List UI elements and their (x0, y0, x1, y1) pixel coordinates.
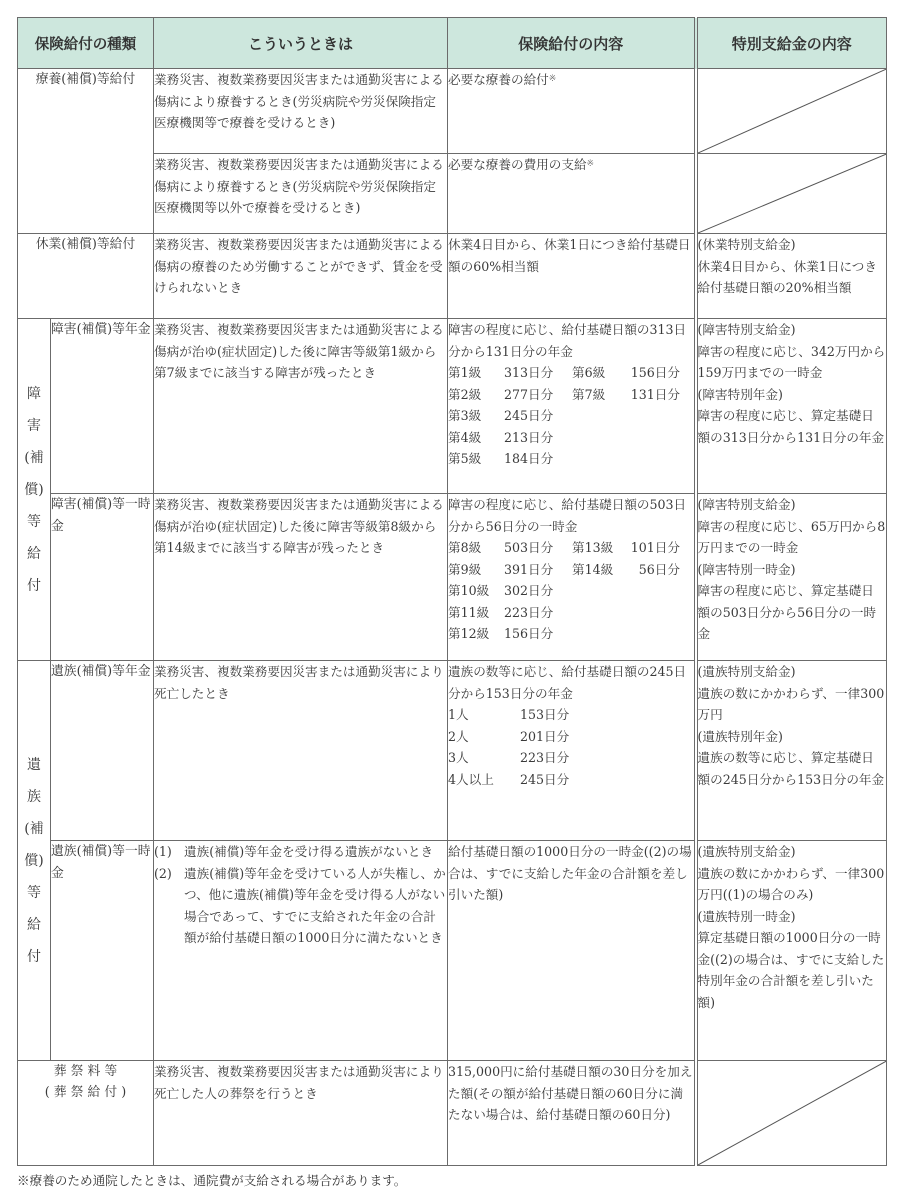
group-char: 害 (27, 417, 41, 434)
footnote: ※療養のため通院したときは、通院費が支給される場合があります。 (17, 1173, 407, 1188)
grade-days: 277日分 (504, 386, 554, 402)
special-text: 障害の程度に応じ、342万円から159万円までの一時金 (697, 343, 886, 380)
special-title: (遺族特別支給金) (697, 664, 796, 679)
special-text: 障害の程度に応じ、算定基礎日額の503日分から56日分の一時金 (697, 583, 877, 641)
grade-label: 第1級 (448, 365, 482, 380)
condition-izoku-nenkin: 業務災害、複数業務要因災害または通勤災害により死亡したとき (154, 661, 448, 841)
special-text: 遺族の数にかかわらず、一律300万円((1)の場合のみ) (697, 865, 885, 902)
condition-ryoyo-a: 業務災害、複数業務要因災害または通勤災害による傷病により療養するとき(労災病院や労災保険指定医療機関等で療養を受けるとき) (154, 69, 448, 154)
condition-item (154, 863, 447, 949)
subtype-izoku-ichijikin: 遺族(補償)等一時金 (51, 841, 154, 1061)
subtype-shogai-nenkin: 障害(補償)等年金 (51, 319, 154, 494)
condition-sosai: 業務災害、複数業務要因災害または通勤災害により死亡した人の葬祭を行うとき (154, 1061, 448, 1166)
group-char: 遺 (27, 756, 41, 773)
benefit-intro: 障害の程度に応じ、給付基礎日額の313日分から131日分の年金 (448, 322, 687, 359)
header-row (18, 18, 887, 69)
table-row-izoku-nenkin (18, 661, 887, 841)
asterisk-mark: ※ (586, 159, 595, 169)
condition-kyugyo: 業務災害、複数業務要因災害または通勤災害による傷病の療養のため労働することができず、賃金を受けられないとき (154, 234, 448, 319)
grade-line (448, 448, 694, 470)
special-title: (障害特別一時金) (697, 561, 796, 577)
group-char: (補 (24, 820, 44, 837)
diagonal-slash-icon (698, 1061, 887, 1165)
group-char: 給 (27, 916, 41, 933)
table-row-ryoyo-a (18, 69, 887, 154)
group-char: 付 (27, 577, 41, 594)
grade-label: 第13級 (572, 540, 614, 555)
person-line (448, 726, 694, 748)
group-char: 償) (24, 481, 44, 498)
special-text: 遺族の数等に応じ、算定基礎日額の245日分から153日分の年金 (697, 750, 885, 787)
benefits-table (17, 17, 887, 1166)
person-line (448, 769, 694, 791)
table-row-shogai-ichijikin (18, 494, 887, 661)
group-char: 等 (27, 513, 41, 530)
grade-days: 313日分 (504, 365, 554, 380)
special-izoku-ichijikin (696, 841, 887, 1061)
group-shogai (18, 319, 51, 661)
group-char: 等 (27, 884, 41, 901)
grade-label: 第10級 (448, 583, 490, 598)
group-char: 障 (27, 385, 41, 402)
grade-label: 第3級 (448, 408, 482, 423)
special-text: 障害の程度に応じ、65万円から8万円までの一時金 (697, 518, 886, 555)
item-number: (1) (154, 844, 172, 859)
person-days: 153日分 (520, 707, 570, 722)
grade-days: 391日分 (504, 561, 554, 577)
header-benefit: 保険給付の内容 (448, 18, 696, 69)
type-kyugyo: 休業(補償)等給付 (18, 234, 154, 319)
special-kyugyo (696, 234, 887, 319)
header-condition: こういうときは (154, 18, 448, 69)
special-title: (障害特別支給金) (697, 497, 796, 512)
person-days: 245日分 (520, 771, 570, 787)
type-sosai (18, 1061, 154, 1166)
person-line (448, 747, 694, 769)
grade-days: 503日分 (504, 540, 554, 555)
benefit-text: 必要な療養の費用の支給 (448, 157, 587, 172)
grade-line (448, 559, 694, 581)
person-count: 2人 (448, 728, 469, 744)
person-line (448, 704, 694, 726)
table-row-kyugyo (18, 234, 887, 319)
benefit-kyugyo: 休業4日目から、休業1日につき給付基礎日額の60%相当額 (448, 234, 696, 319)
grade-days: 213日分 (504, 429, 554, 445)
group-char: 族 (27, 788, 41, 805)
group-char: 償) (24, 852, 44, 869)
special-empty-ryoyo-b (696, 154, 887, 234)
benefit-sosai: 315,000円に給付基礎日額の30日分を加えた額(その額が給付基礎日額の60日分に満たない場合は、給付基礎日額の60日分) (448, 1061, 696, 1166)
special-text: 休業4日目から、休業1日につき給付基礎日額の20%相当額 (697, 258, 877, 295)
grade-line (448, 580, 694, 602)
special-izoku-nenkin (696, 661, 887, 841)
header-type: 保険給付の種類 (18, 18, 154, 69)
person-count: 3人 (448, 750, 469, 765)
grade-line (448, 362, 694, 384)
grade-label: 第9級 (448, 561, 482, 577)
special-text: 遺族の数にかかわらず、一律300万円 (697, 685, 885, 722)
benefit-ryoyo-a (448, 69, 696, 154)
grade-line (448, 405, 694, 427)
grade-line (448, 623, 694, 645)
subtype-shogai-ichijikin: 障害(補償)等一時金 (51, 494, 154, 661)
special-empty-sosai (696, 1061, 887, 1166)
grade-days: 156日分 (504, 626, 554, 641)
benefit-shogai-nenkin (448, 319, 696, 494)
grade-days: 156日分 (630, 365, 680, 380)
grade-label: 第7級 (572, 386, 606, 402)
table-row-sosai (18, 1061, 887, 1166)
person-days: 223日分 (520, 750, 570, 765)
special-text: 障害の程度に応じ、算定基礎日額の313日分から131日分の年金 (697, 408, 885, 445)
grade-days: 184日分 (504, 451, 554, 466)
special-title: (休業特別支給金) (697, 237, 796, 252)
diagonal-slash-icon (698, 154, 887, 233)
grade-label: 第11級 (448, 604, 490, 620)
type-ryoyo: 療養(補償)等給付 (18, 69, 154, 234)
group-char: 給 (27, 545, 41, 562)
person-count: 1人 (448, 707, 469, 722)
person-days: 201日分 (520, 728, 570, 744)
asterisk-mark: ※ (548, 74, 557, 84)
grade-label: 第12級 (448, 626, 490, 641)
benefit-izoku-ichijikin: 給付基礎日額の1000日分の一時金((2)の場合は、すでに支給した年金の合計額を差し引いた額) (448, 841, 696, 1061)
grade-days: 131日分 (630, 386, 680, 402)
grade-days: 56日分 (638, 561, 680, 577)
condition-item (154, 841, 447, 863)
special-title: (遺族特別年金) (697, 728, 783, 744)
grade-label: 第5級 (448, 451, 482, 466)
grade-line (448, 537, 694, 559)
special-shogai-nenkin (696, 319, 887, 494)
condition-ryoyo-b: 業務災害、複数業務要因災害または通勤災害による傷病により療養するとき(労災病院や労災保険指定医療機関等以外で療養を受けるとき) (154, 154, 448, 234)
grade-days: 101日分 (630, 540, 680, 555)
grade-days: 302日分 (504, 583, 554, 598)
special-title: (障害特別支給金) (697, 322, 796, 337)
grade-label: 第8級 (448, 540, 482, 555)
special-title: (遺族特別一時金) (697, 908, 796, 924)
special-empty-ryoyo-a (696, 69, 887, 154)
group-char: (補 (24, 449, 44, 466)
special-text: 算定基礎日額の1000日分の一時金((2)の場合は、すでに支給した特別年金の合計額を差し引いた額) (697, 930, 885, 1010)
grade-days: 223日分 (504, 604, 554, 620)
header-special: 特別支給金の内容 (696, 18, 887, 69)
special-title: (障害特別年金) (697, 386, 783, 402)
group-izoku (18, 661, 51, 1061)
grade-line (448, 384, 694, 406)
grade-line (448, 427, 694, 449)
subtype-izoku-nenkin: 遺族(補償)等年金 (51, 661, 154, 841)
table-row-shogai-nenkin (18, 319, 887, 494)
condition-izoku-ichijikin (154, 841, 448, 1061)
grade-label: 第2級 (448, 386, 482, 402)
condition-shogai-nenkin: 業務災害、複数業務要因災害または通勤災害による傷病が治ゆ(症状固定)した後に障害等級第1級から第7級までに該当する障害が残ったとき (154, 319, 448, 494)
item-text: 遺族(補償)等年金を受けている人が失権し、かつ、他に遺族(補償)等年金を受け得る人がない場合であって、すでに支給された年金の合計額が給付基礎日額の1000日分に満たないとき (184, 865, 446, 945)
diagonal-slash-icon (698, 69, 887, 153)
grade-days: 245日分 (504, 408, 554, 423)
person-count: 4人以上 (448, 771, 494, 787)
table-row-izoku-ichijikin (18, 841, 887, 1061)
grade-label: 第6級 (572, 365, 606, 380)
type-line: ( 葬 祭 給 付 ) (44, 1085, 127, 1100)
group-char: 付 (27, 948, 41, 965)
grade-line (448, 602, 694, 624)
condition-shogai-ichijikin: 業務災害、複数業務要因災害または通勤災害による傷病が治ゆ(症状固定)した後に障害等級第8級から第14級までに該当する障害が残ったとき (154, 494, 448, 661)
item-number: (2) (154, 865, 172, 881)
grade-label: 第4級 (448, 429, 482, 445)
benefit-intro: 遺族の数等に応じ、給付基礎日額の245日分から153日分の年金 (448, 664, 687, 701)
grade-label: 第14級 (572, 561, 614, 577)
item-text: 遺族(補償)等年金を受け得る遺族がないとき (184, 844, 434, 859)
special-shogai-ichijikin (696, 494, 887, 661)
benefit-text: 必要な療養の給付 (448, 72, 549, 87)
benefit-shogai-ichijikin (448, 494, 696, 661)
type-line: 葬 祭 料 等 (53, 1064, 118, 1079)
benefit-ryoyo-b (448, 154, 696, 234)
benefit-intro: 障害の程度に応じ、給付基礎日額の503日分から56日分の一時金 (448, 497, 687, 534)
special-title: (遺族特別支給金) (697, 844, 796, 859)
benefit-izoku-nenkin (448, 661, 696, 841)
